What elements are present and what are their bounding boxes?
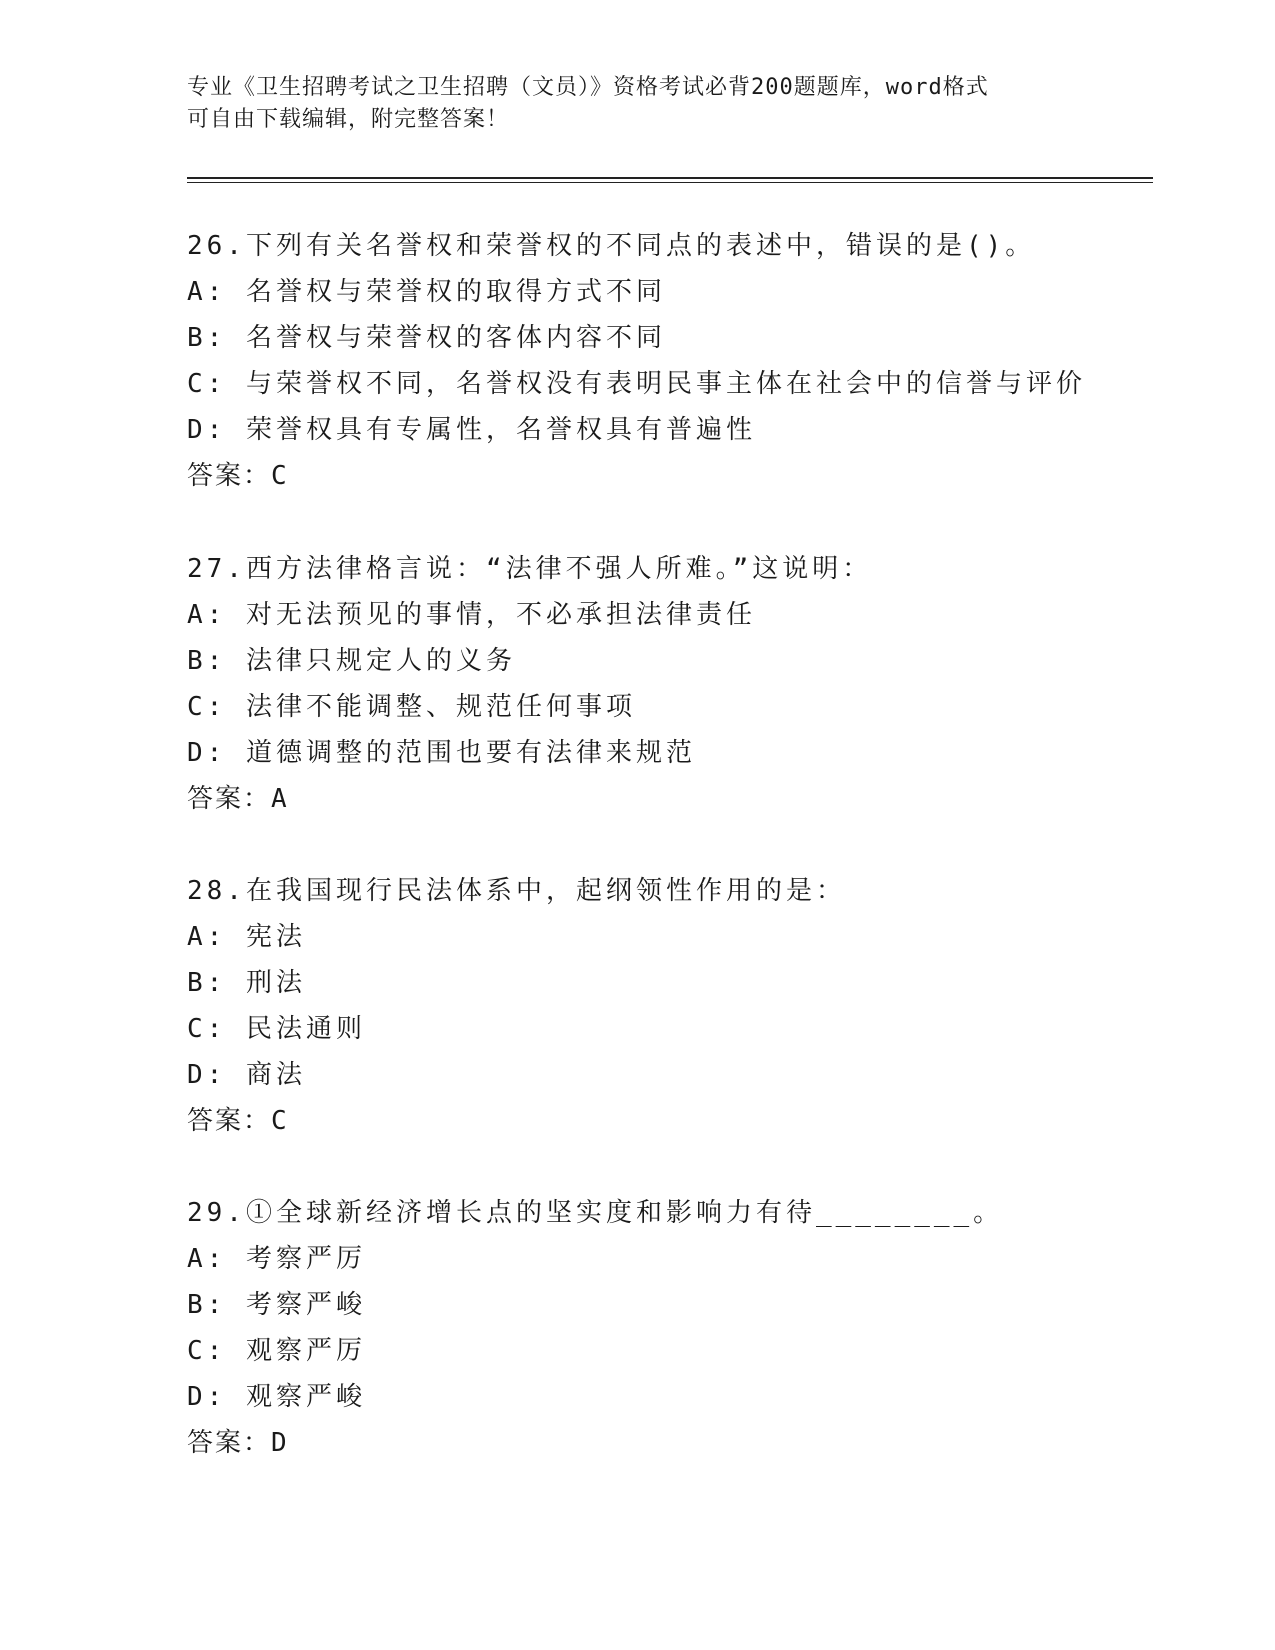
option-d: D: 荣誉权具有专属性，名誉权具有普遍性 (187, 415, 756, 445)
answer-value: A (271, 784, 288, 814)
question-stem: 27.西方法律格言说：“法律不强人所难。”这说明： (187, 554, 873, 584)
question-26 (187, 223, 1187, 499)
answer-label: 答案： (187, 1428, 272, 1458)
option-d: D: 观察严峻 (187, 1382, 366, 1412)
option-c: C: 民法通则 (187, 1014, 366, 1044)
answer-label: 答案： (187, 784, 272, 814)
option-c: C: 法律不能调整、规范任何事项 (187, 692, 636, 722)
answer-label: 答案： (187, 461, 272, 491)
document-header (187, 72, 1087, 136)
option-c: C: 观察严厉 (187, 1336, 366, 1366)
option-b: B: 考察严峻 (187, 1290, 366, 1320)
option-c: C: 与荣誉权不同，名誉权没有表明民事主体在社会中的信誉与评价 (187, 369, 1086, 399)
option-a: A: 名誉权与荣誉权的取得方式不同 (187, 277, 666, 307)
answer-line (187, 776, 1187, 822)
option-d: D: 商法 (187, 1060, 306, 1090)
question-stem: 28.在我国现行民法体系中，起纲领性作用的是： (187, 876, 846, 906)
option-a: A: 对无法预见的事情，不必承担法律责任 (187, 600, 756, 630)
question-stem: 29.①全球新经济增长点的坚实度和影响力有待________。 (187, 1198, 1004, 1228)
option-b: B: 法律只规定人的义务 (187, 646, 516, 676)
question-stem: 26.下列有关名誉权和荣誉权的不同点的表述中，错误的是()。 (187, 231, 1036, 261)
answer-label: 答案： (187, 1106, 272, 1136)
answer-value: C (271, 1106, 288, 1136)
header-line-2: 可自由下载编辑，附完整答案！ (187, 107, 510, 132)
option-b: B: 刑法 (187, 968, 306, 998)
answer-line (187, 453, 1187, 499)
answer-value: D (271, 1428, 288, 1458)
header-line-1: 专业《卫生招聘考试之卫生招聘（文员）》资格考试必背200题题库，word格式 (187, 75, 989, 100)
option-a: A: 考察严厉 (187, 1244, 366, 1274)
option-b: B: 名誉权与荣誉权的客体内容不同 (187, 323, 666, 353)
answer-line (187, 1420, 1187, 1466)
answer-value: C (271, 461, 288, 491)
answer-line (187, 1098, 1187, 1144)
question-28 (187, 868, 1187, 1144)
question-27 (187, 546, 1187, 822)
option-d: D: 道德调整的范围也要有法律来规范 (187, 738, 696, 768)
header-divider-thin (187, 182, 1153, 183)
question-29 (187, 1190, 1187, 1466)
option-a: A: 宪法 (187, 922, 306, 952)
header-divider-thick (187, 177, 1153, 179)
